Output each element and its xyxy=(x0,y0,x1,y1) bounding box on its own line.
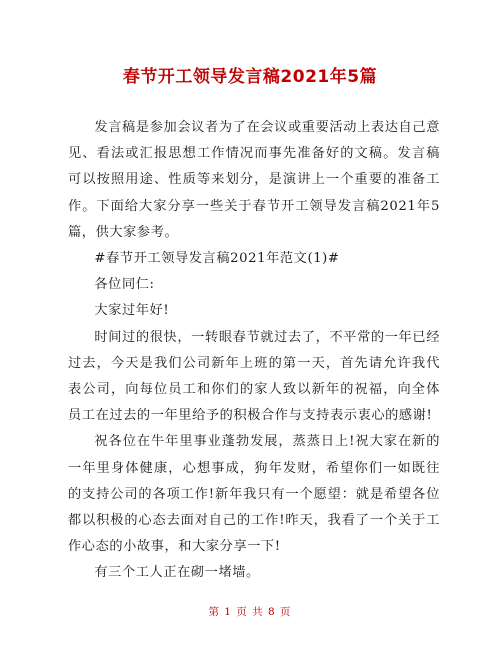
paragraph-body-1: 时间过的很快，一转眼春节就过去了，不平常的一年已经过去，今天是我们公司新年上班的第一天，首先请允许我代表公司，向每位员工和你们的家人致以新年的祝福，向全体员工在过去的一年里给予的积极合作与支持表示衷心的感谢! xyxy=(68,329,440,424)
paragraph-salutation: 各位同仁: xyxy=(94,277,155,293)
page-number-footer: 第 1 页 共 8 页 xyxy=(208,606,292,618)
document-body xyxy=(68,115,440,587)
paragraph-intro: 发言稿是参加会议者为了在会议或重要活动上表达自己意见、看法或汇报思想工作情况而事先准备好的文稿。发言稿可以按照用途、性质等来划分，是演讲上一个重要的准备工作。下面给大家分享一些关于春节开工领导发言稿2021年5篇，供大家参考。 xyxy=(68,120,440,240)
paragraph-body-2: 祝各位在牛年里事业蓬勃发展，蒸蒸日上!祝大家在新的一年里身体健康，心想事成，狗年发财，希望你们一如既往的支持公司的各项工作!新年我只有一个愿望：就是希望各位都以积极的心态去面对自己的工作!昨天，我看了一个关于工作心态的小故事，和大家分享一下! xyxy=(68,434,440,555)
paragraph-body-3: 有三个工人正在砌一堵墙。 xyxy=(94,565,260,581)
paragraph-section-heading: #春节开工领导发言稿2021年范文(1)# xyxy=(94,251,340,267)
document-title: 春节开工领导发言稿2021年5篇 xyxy=(122,67,378,87)
paragraph-greeting: 大家过年好! xyxy=(94,303,170,319)
